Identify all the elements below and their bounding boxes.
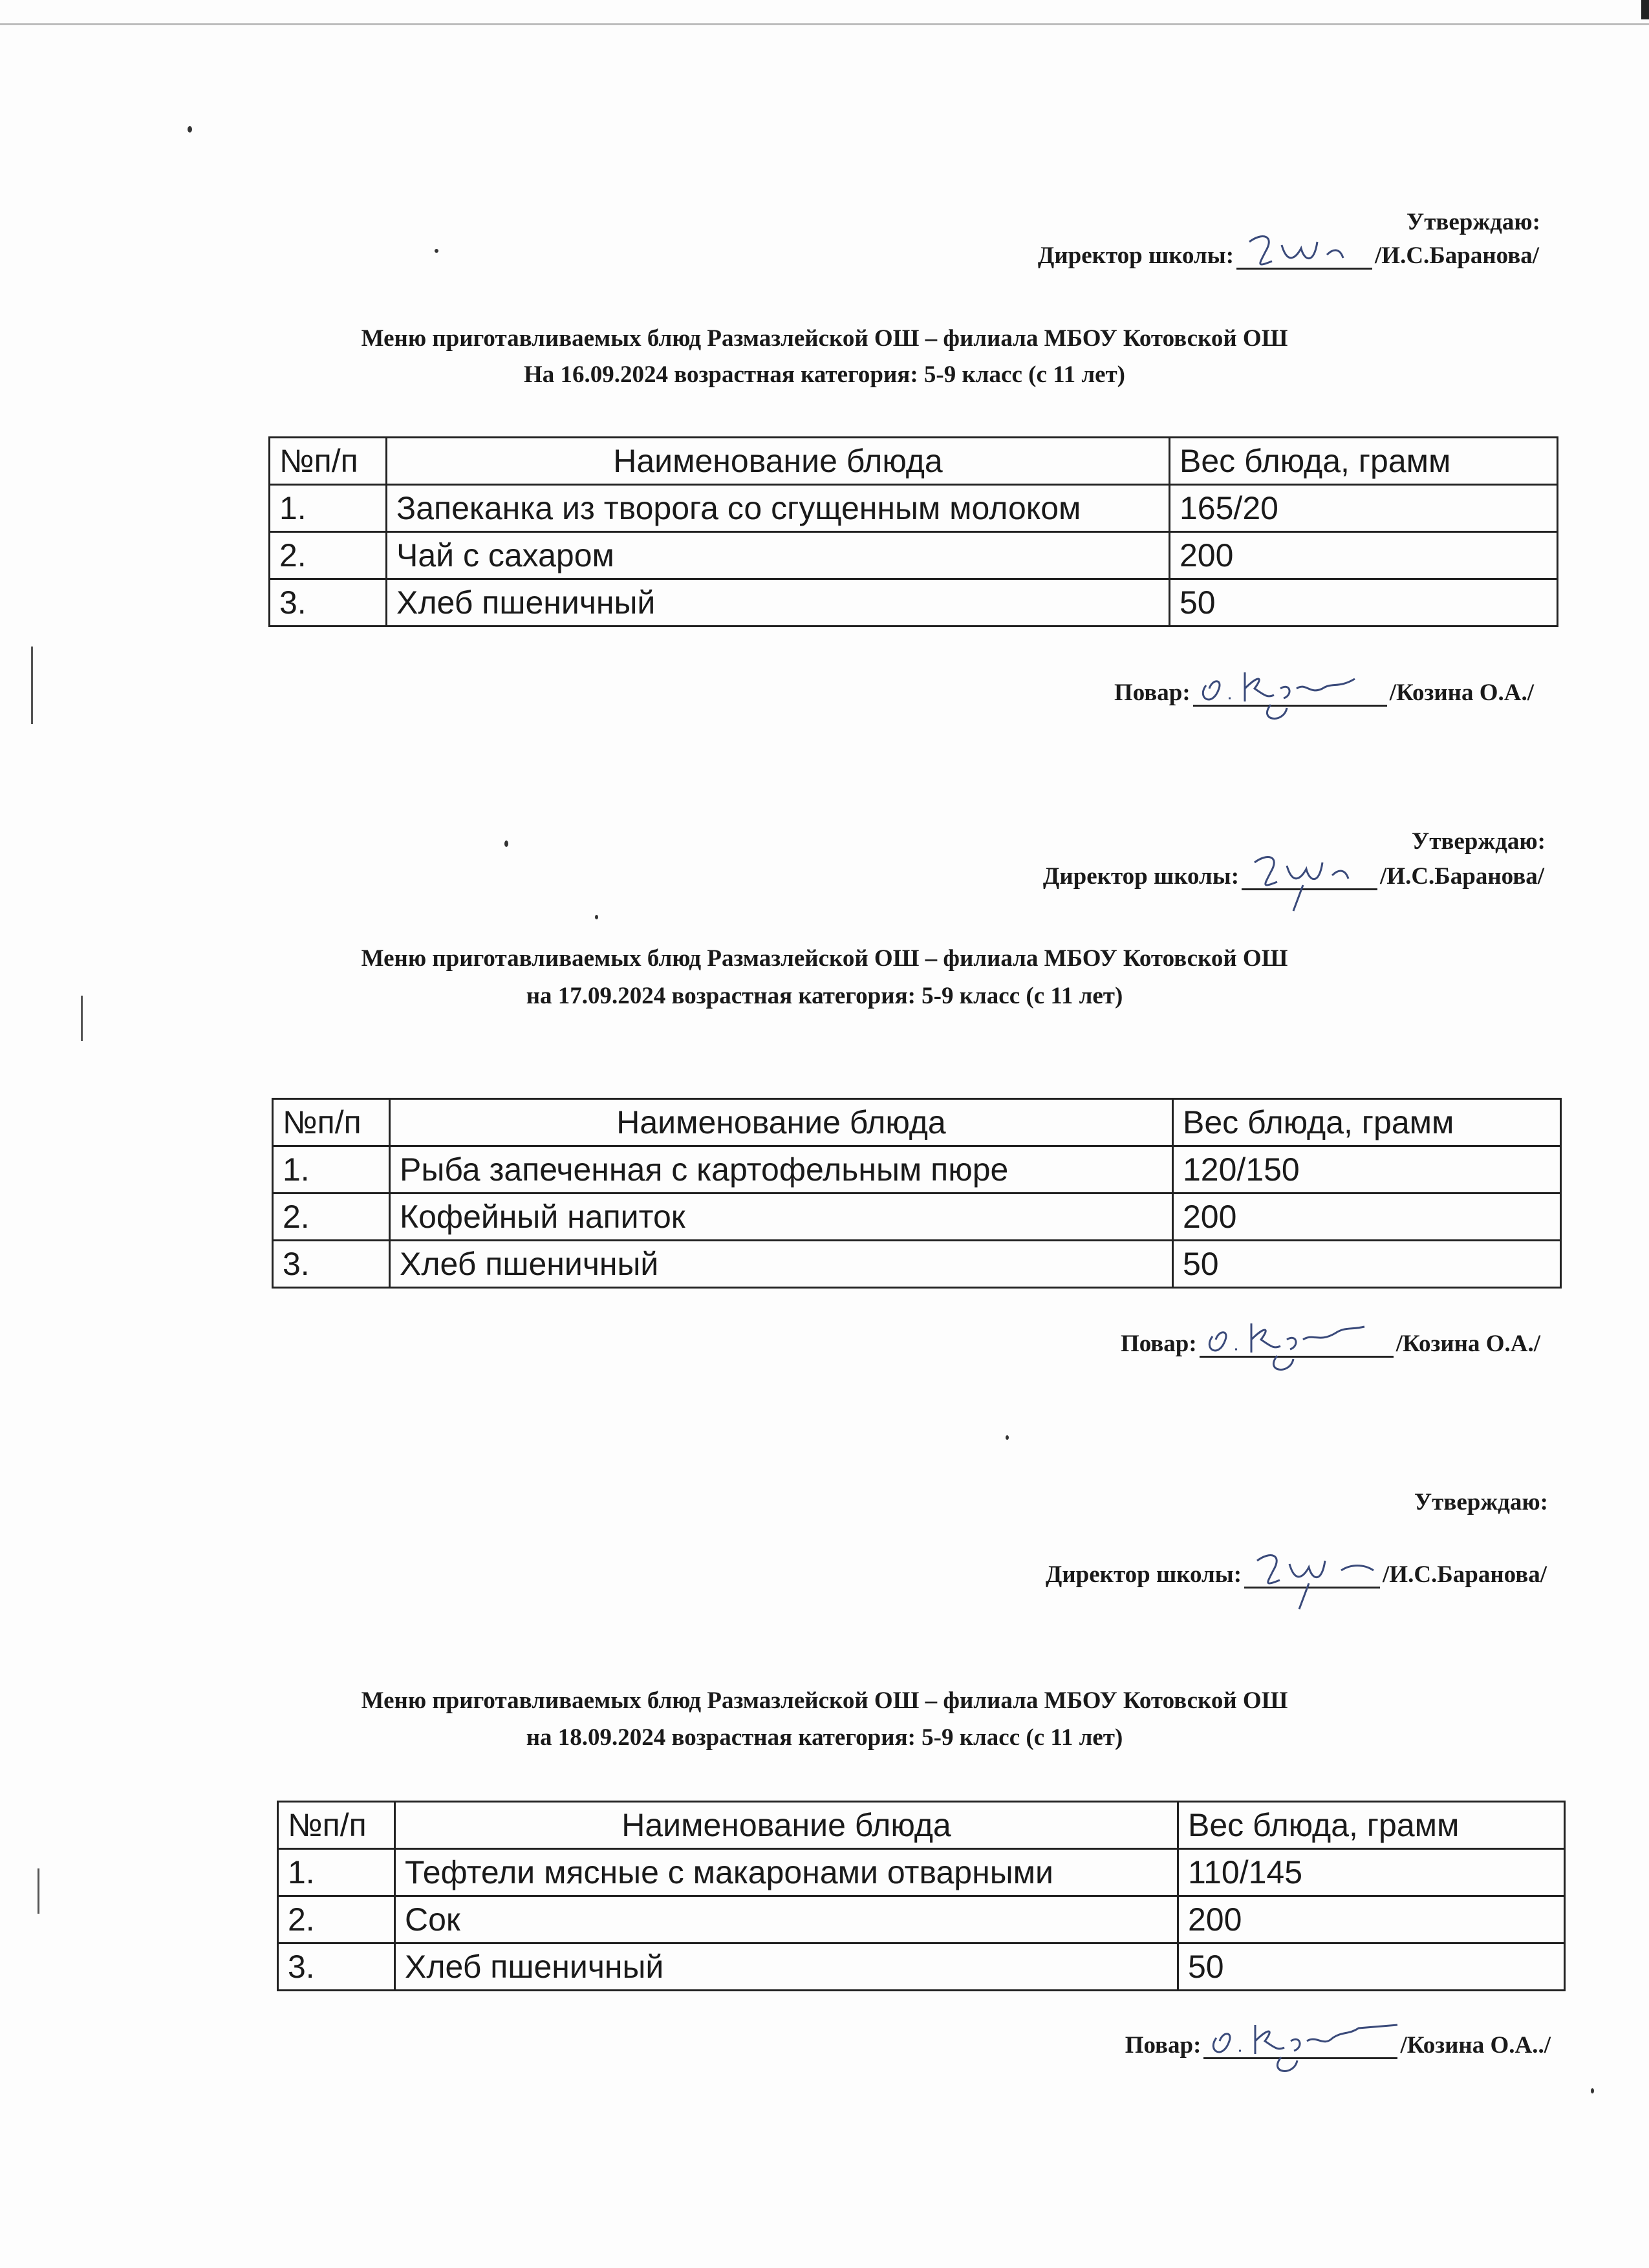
row-weight: 200: [1178, 1896, 1565, 1943]
row-weight: 110/145: [1178, 1849, 1565, 1896]
menu-date-line: на 18.09.2024 возрастная категория: 5-9 класс (с 11 лет): [526, 1724, 1123, 1751]
header-dish: Наименование блюда: [387, 438, 1170, 485]
table-row: [270, 485, 1558, 532]
signature-image: [1193, 659, 1387, 724]
table-row: [278, 1849, 1565, 1896]
table-row: [270, 579, 1558, 626]
director-signature: [1242, 855, 1377, 890]
table-row: [273, 1193, 1561, 1241]
scan-margin-mark: [38, 1868, 39, 1914]
director-label: Директор школы:: [1037, 242, 1234, 269]
scan-speck: [504, 840, 508, 847]
signature-image: [1236, 229, 1372, 287]
signature-image: [1242, 850, 1377, 908]
table-row: [270, 532, 1558, 579]
director-signature: [1244, 1553, 1380, 1589]
cook-signature-line: [1121, 1322, 1540, 1358]
menu-date-line: на 17.09.2024 возрастная категория: 5-9 класс (с 11 лет): [526, 983, 1123, 1009]
row-dish: Сок: [395, 1896, 1178, 1943]
scan-speck: [595, 915, 598, 919]
table-header-row: [273, 1099, 1561, 1146]
header-num: №п/п: [278, 1802, 395, 1849]
row-weight: 50: [1178, 1943, 1565, 1991]
director-name: /И.С.Баранова/: [1383, 1561, 1547, 1588]
cook-name: /Козина О.А./: [1389, 679, 1534, 706]
cook-signature: [1203, 2024, 1397, 2059]
scan-speck: [435, 249, 438, 253]
scan-speck: [1591, 2088, 1594, 2093]
table-header-row: [270, 438, 1558, 485]
row-num: 2.: [270, 532, 387, 579]
approve-label: Утверждаю:: [1412, 828, 1546, 855]
menu-table: [268, 436, 1558, 627]
director-name: /И.С.Баранова/: [1380, 863, 1544, 890]
approve-label: Утверждаю:: [1406, 209, 1540, 235]
row-num: 2.: [278, 1896, 395, 1943]
table-row: [273, 1146, 1561, 1193]
row-dish: Хлеб пшеничный: [387, 579, 1170, 626]
menu-title: Меню приготавливаемых блюд Размазлейской ОШ – филиала МБОУ Котовской ОШ: [361, 325, 1288, 352]
approve-label: Утверждаю:: [1414, 1489, 1548, 1515]
row-num: 3.: [270, 579, 387, 626]
row-weight: 50: [1170, 579, 1558, 626]
header-weight: Вес блюда, грамм: [1173, 1099, 1561, 1146]
row-dish: Тефтели мясные с макаронами отварными: [395, 1849, 1178, 1896]
row-dish: Запеканка из творога со сгущенным молоком: [387, 485, 1170, 532]
header-weight: Вес блюда, грамм: [1170, 438, 1558, 485]
cook-label: Повар:: [1114, 679, 1191, 706]
row-dish: Хлеб пшеничный: [390, 1241, 1173, 1288]
table-row: [273, 1241, 1561, 1288]
row-weight: 200: [1173, 1193, 1561, 1241]
menu-table: [277, 1801, 1566, 1991]
menu-table: [272, 1098, 1562, 1289]
row-dish: Рыба запеченная с картофельным пюре: [390, 1146, 1173, 1193]
scan-speck: [188, 126, 192, 133]
scan-edge-line: [0, 23, 1649, 25]
row-num: 2.: [273, 1193, 390, 1241]
row-dish: Хлеб пшеничный: [395, 1943, 1178, 1991]
cook-signature-line: [1125, 2024, 1551, 2059]
row-weight: 165/20: [1170, 485, 1558, 532]
cook-signature: [1200, 1322, 1394, 1358]
header-num: №п/п: [273, 1099, 390, 1146]
director-signature-line: [1038, 234, 1539, 270]
row-num: 1.: [270, 485, 387, 532]
director-name: /И.С.Баранова/: [1375, 242, 1539, 269]
header-weight: Вес блюда, грамм: [1178, 1802, 1565, 1849]
director-signature-line: [1046, 1553, 1547, 1589]
table-header-row: [278, 1802, 1565, 1849]
header-dish: Наименование блюда: [390, 1099, 1173, 1146]
row-num: 1.: [278, 1849, 395, 1896]
menu-title: Меню приготавливаемых блюд Размазлейской ОШ – филиала МБОУ Котовской ОШ: [361, 1687, 1288, 1714]
table-row: [278, 1896, 1565, 1943]
menu-title: Меню приготавливаемых блюд Размазлейской ОШ – филиала МБОУ Котовской ОШ: [361, 945, 1288, 972]
director-label: Директор школы:: [1042, 863, 1240, 890]
director-label: Директор школы:: [1045, 1561, 1242, 1588]
signature-image: [1203, 2012, 1397, 2077]
cook-name: /Козина О.А../: [1400, 2032, 1551, 2059]
header-dish: Наименование блюда: [395, 1802, 1178, 1849]
cook-signature-line: [1114, 671, 1534, 707]
row-num: 3.: [278, 1943, 395, 1991]
row-num: 3.: [273, 1241, 390, 1288]
header-num: №п/п: [270, 438, 387, 485]
row-weight: 50: [1173, 1241, 1561, 1288]
cook-name: /Козина О.А./: [1396, 1331, 1540, 1357]
cook-label: Повар:: [1125, 2032, 1202, 2059]
scan-margin-mark: [31, 647, 33, 724]
row-dish: Чай с сахаром: [387, 532, 1170, 579]
row-weight: 120/150: [1173, 1146, 1561, 1193]
row-weight: 200: [1170, 532, 1558, 579]
scan-corner-mark: [1641, 0, 1649, 19]
scan-speck: [1006, 1435, 1009, 1440]
director-signature-line: [1043, 855, 1544, 890]
signature-image: [1244, 1548, 1380, 1606]
menu-date-line: На 16.09.2024 возрастная категория: 5-9 класс (с 11 лет): [523, 361, 1126, 388]
table-row: [278, 1943, 1565, 1991]
cook-label: Повар:: [1120, 1331, 1197, 1357]
cook-signature: [1193, 671, 1387, 707]
signature-image: [1200, 1311, 1394, 1375]
row-dish: Кофейный напиток: [390, 1193, 1173, 1241]
director-signature: [1236, 234, 1372, 270]
row-num: 1.: [273, 1146, 390, 1193]
